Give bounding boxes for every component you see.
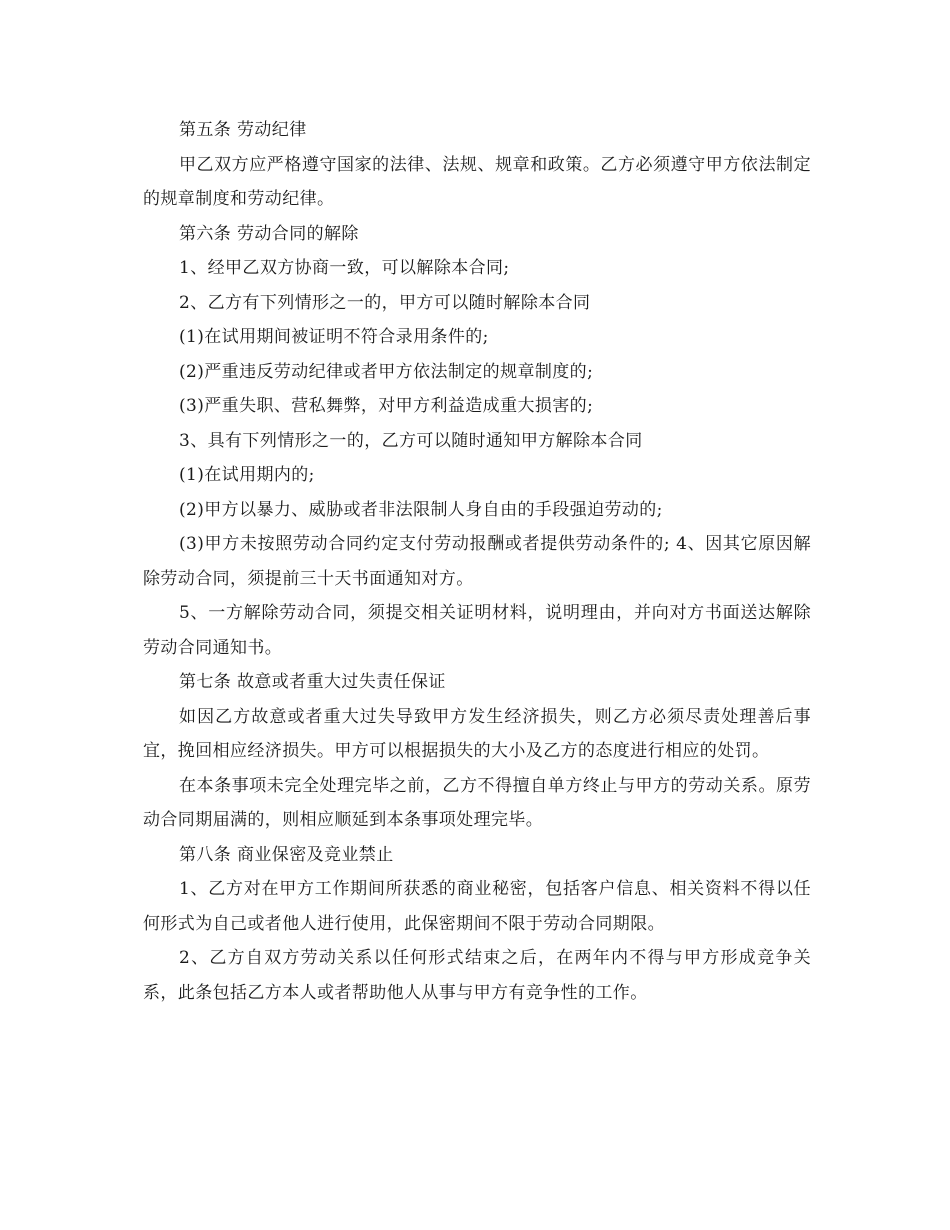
list-item: (3)严重失职、营私舞弊，对甲方利益造成重大损害的;	[179, 396, 594, 416]
list-item: (1)在试用期间被证明不符合录用条件的;	[179, 327, 489, 347]
list-item: (1)在试用期内的;	[179, 465, 315, 485]
article-5-heading: 第五条 劳动纪律	[179, 120, 307, 140]
list-item: 2、乙方有下列情形之一的，甲方可以随时解除本合同	[179, 292, 591, 313]
article-6-heading: 第六条 劳动合同的解除	[179, 223, 359, 244]
document-body	[143, 113, 811, 1010]
list-item: (3)甲方未按照劳动合同约定支付劳动报酬或者提供劳动条件的; 4、因其它原因解除劳动合同，须提前三十天书面通知对方。	[143, 534, 811, 589]
paragraph: 在本条事项未完全处理完毕之前，乙方不得擅自单方终止与甲方的劳动关系。原劳动合同期届满的，则相应顺延到本条事项处理完毕。	[143, 775, 811, 830]
list-item: (2)甲方以暴力、威胁或者非法限制人身自由的手段强迫劳动的;	[179, 499, 663, 520]
paragraph: 如因乙方故意或者重大过失导致甲方发生经济损失，则乙方必须尽责处理善后事宜，挽回相应经济损失。甲方可以根据损失的大小及乙方的态度进行相应的处罚。	[143, 706, 811, 761]
list-item: 1、乙方对在甲方工作期间所获悉的商业秘密，包括客户信息、相关资料不得以任何形式为自己或者他人进行使用，此保密期间不限于劳动合同期限。	[143, 879, 811, 934]
list-item: 5、一方解除劳动合同，须提交相关证明材料，说明理由，并向对方书面送达解除劳动合同通知书。	[143, 603, 811, 658]
list-item: (2)严重违反劳动纪律或者甲方依法制定的规章制度的;	[179, 361, 594, 382]
list-item: 3、具有下列情形之一的，乙方可以随时通知甲方解除本合同	[179, 430, 643, 451]
list-item: 1、经甲乙双方协商一致，可以解除本合同;	[179, 258, 510, 278]
article-8-heading: 第八条 商业保密及竞业禁止	[179, 844, 394, 865]
article-7-heading: 第七条 故意或者重大过失责任保证	[179, 672, 446, 692]
list-item: 2、乙方自双方劳动关系以任何形式结束之后，在两年内不得与甲方形成竞争关系，此条包括乙方本人或者帮助他人从事与甲方有竞争性的工作。	[143, 948, 811, 1003]
paragraph: 甲乙双方应严格遵守国家的法律、法规、规章和政策。乙方必须遵守甲方依法制定的规章制度和劳动纪律。	[143, 154, 811, 209]
